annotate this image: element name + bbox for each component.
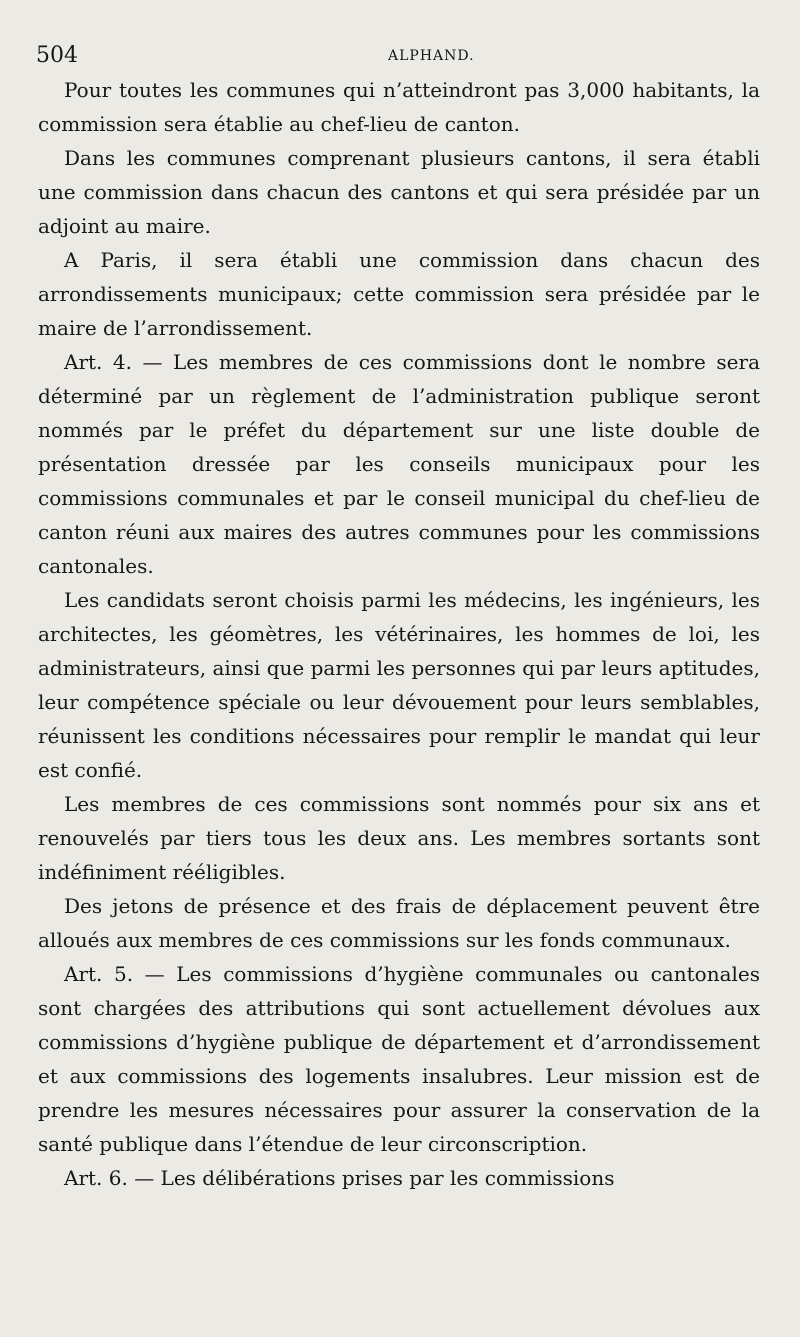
paragraph-article-4: Art. 4. — Les membres de ces commissions dont le nombre sera déterminé par un règlement de l’administration publique seront nommés par le préfet du département sur une liste double de présentation dressée par les conseils municipaux pour les commissions communales et par le conseil municipal du chef-lieu de canton réuni aux maires des autres communes pour les commissions cantonales.: [38, 350, 760, 578]
paragraph-jetons: Des jetons de présence et des frais de déplacement peuvent être alloués aux membres de ces commissions sur les fonds communaux.: [38, 894, 760, 952]
paragraph-plusieurs-cantons: Dans les communes comprenant plusieurs cantons, il sera établi une commission dans chacun des cantons et qui sera présidée par un adjoint au maire.: [38, 146, 760, 238]
body-text: [38, 73, 760, 1195]
page-number: 504: [36, 43, 78, 68]
paragraph-article-5: Art. 5. — Les commissions d’hygiène communales ou cantonales sont chargées des attributions qui sont actuellement dévolues aux commissions d’hygiène publique de département et d’arrondissement et aux commissions des logements insalubres. Leur mission est de prendre les mesures nécessaires pour assurer la conservation de la santé publique dans l’étendue de leur circonscription.: [38, 962, 760, 1156]
page-header: [36, 40, 760, 72]
paragraph-paris: A Paris, il sera établi une commission dans chacun des arrondissements municipaux; cette commission sera présidée par le maire de l’arrondissement.: [38, 248, 760, 340]
paragraph-membres: Les membres de ces commissions sont nommés pour six ans et renouvelés par tiers tous les deux ans. Les membres sortants sont indéfiniment rééligibles.: [38, 792, 760, 884]
running-head: ALPHAND.: [388, 48, 475, 64]
paragraph-article-6: Art. 6. — Les délibérations prises par les commissions: [64, 1166, 615, 1190]
paragraph-communes-3000: Pour toutes les communes qui n’atteindront pas 3,000 habitants, la commission sera établie au chef-lieu de canton.: [38, 78, 760, 136]
paragraph-candidats: Les candidats seront choisis parmi les médecins, les ingénieurs, les architectes, les géomètres, les vétérinaires, les hommes de loi, les administrateurs, ainsi que parmi les personnes qui par leurs aptitudes, leur compétence spéciale ou leur dévouement pour leurs semblables, réunissent les conditions nécessaires pour remplir le mandat qui leur est confié.: [38, 588, 760, 782]
